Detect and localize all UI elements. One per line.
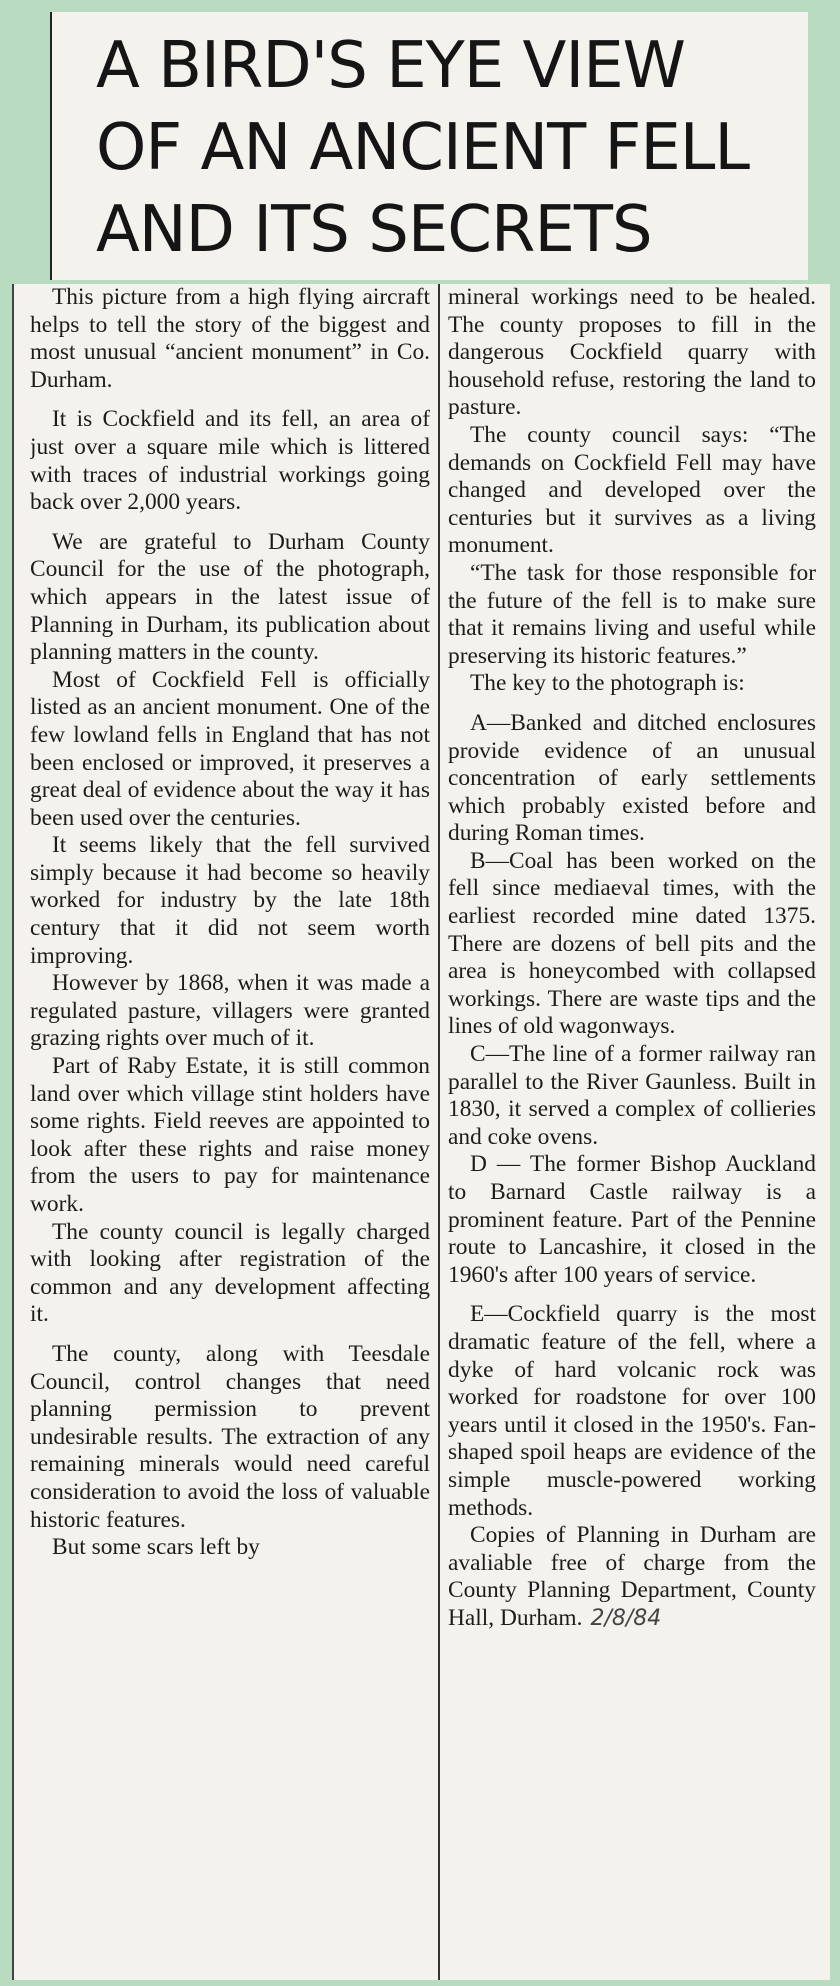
- handwritten-date: 2/8/84: [590, 1605, 662, 1631]
- key-item-d: D — The former Bishop Auckland to Barnard Castle railway is a prominent feature. Part of the Pennine route to Lancashire, it closed in the 1960's after 100 years of service.: [448, 1151, 816, 1288]
- paragraph: The county council is legally charged with looking after registration of the common and any development affecting it.: [30, 1218, 430, 1328]
- key-item-a: A—Banked and ditched enclosures provide evidence of an unusual concentration of early settlements which probably existed before and during Roman times.: [448, 709, 816, 847]
- left-column: [30, 284, 430, 1980]
- headline-box: [50, 12, 808, 280]
- paragraph: Most of Cockfield Fell is officially listed as an ancient monument. One of the few lowland fells in England that has not been enclosed or improved, it preserves a great deal of evidence about the way it has been used over the centuries.: [30, 666, 430, 831]
- closing-text: Copies of Planning in Durham are avaliable free of charge from the County Planning Department, County Hall, Durham.: [448, 1522, 816, 1631]
- paragraph: The county, along with Teesdale Council, control changes that need planning permission to prevent undesirable results. The extraction of any remaining minerals would need careful consideration to avoid the loss of valuable historic features.: [30, 1340, 430, 1533]
- headline-line-1: A BIRD'S EYE VIEW: [96, 29, 685, 103]
- paragraph: mineral workings need to be healed. The county proposes to fill in the dangerous Cockfield quarry with household refuse, restoring the land to pasture.: [448, 284, 816, 421]
- paragraph: Part of Raby Estate, it is still common land over which village stint holders have some rights. Field reeves are appointed to look after these rights and raise money from the users to pay for maintenance work.: [30, 1053, 430, 1217]
- paragraph: It seems likely that the fell survived simply because it had become so heavily worked for industry by the late 18th century that it did not seem worth improving.: [30, 832, 430, 969]
- paragraph-closing: [448, 1522, 816, 1632]
- column-divider: [438, 284, 440, 1980]
- key-item-c: C—The line of a former railway ran parallel to the River Gaunless. Built in 1830, it served a complex of collieries and coke ovens.: [448, 1041, 816, 1150]
- headline-line-2: OF AN ANCIENT FELL: [96, 111, 750, 185]
- headline-line-3: AND ITS SECRETS: [96, 193, 652, 267]
- right-column: [448, 284, 816, 1980]
- paragraph: The key to the photograph is:: [470, 670, 745, 697]
- article-body: [12, 284, 830, 1980]
- paragraph: The county council says: “The demands on Cockfield Fell may have changed and developed over the centuries but it survives as a living monument.: [448, 421, 816, 559]
- key-item-e: E—Cockfield quarry is the most dramatic feature of the fell, where a dyke of hard volcanic rock was worked for roadstone for over 100 years until it closed in the 1950's. Fan-shaped spoil heaps are evidence of the simple muscle-powered working methods.: [448, 1301, 816, 1521]
- paragraph: However by 1868, when it was made a regulated pasture, villagers were granted grazing rights over much of it.: [30, 970, 430, 1052]
- paragraph: This picture from a high flying aircraft helps to tell the story of the biggest and most unusual “ancient monument” in Co. Durham.: [30, 284, 430, 393]
- paragraph: We are grateful to Durham County Council for the use of the photograph, which appears in the latest issue of Planning in Durham, its publication about planning matters in the county.: [30, 528, 430, 666]
- paragraph: It is Cockfield and its fell, an area of just over a square mile which is littered with traces of industrial workings going back over 2,000 years.: [30, 406, 430, 516]
- paragraph: “The task for those responsible for the future of the fell is to make sure that it remains living and useful while preserving its historic features.”: [448, 559, 816, 669]
- key-item-b: B—Coal has been worked on the fell since mediaeval times, with the earliest recorded mine dated 1375. There are dozens of bell pits and the area is honeycombed with collapsed workings. There are waste tips and the lines of old wagonways.: [448, 847, 816, 1040]
- paragraph: But some scars left by: [52, 1534, 260, 1561]
